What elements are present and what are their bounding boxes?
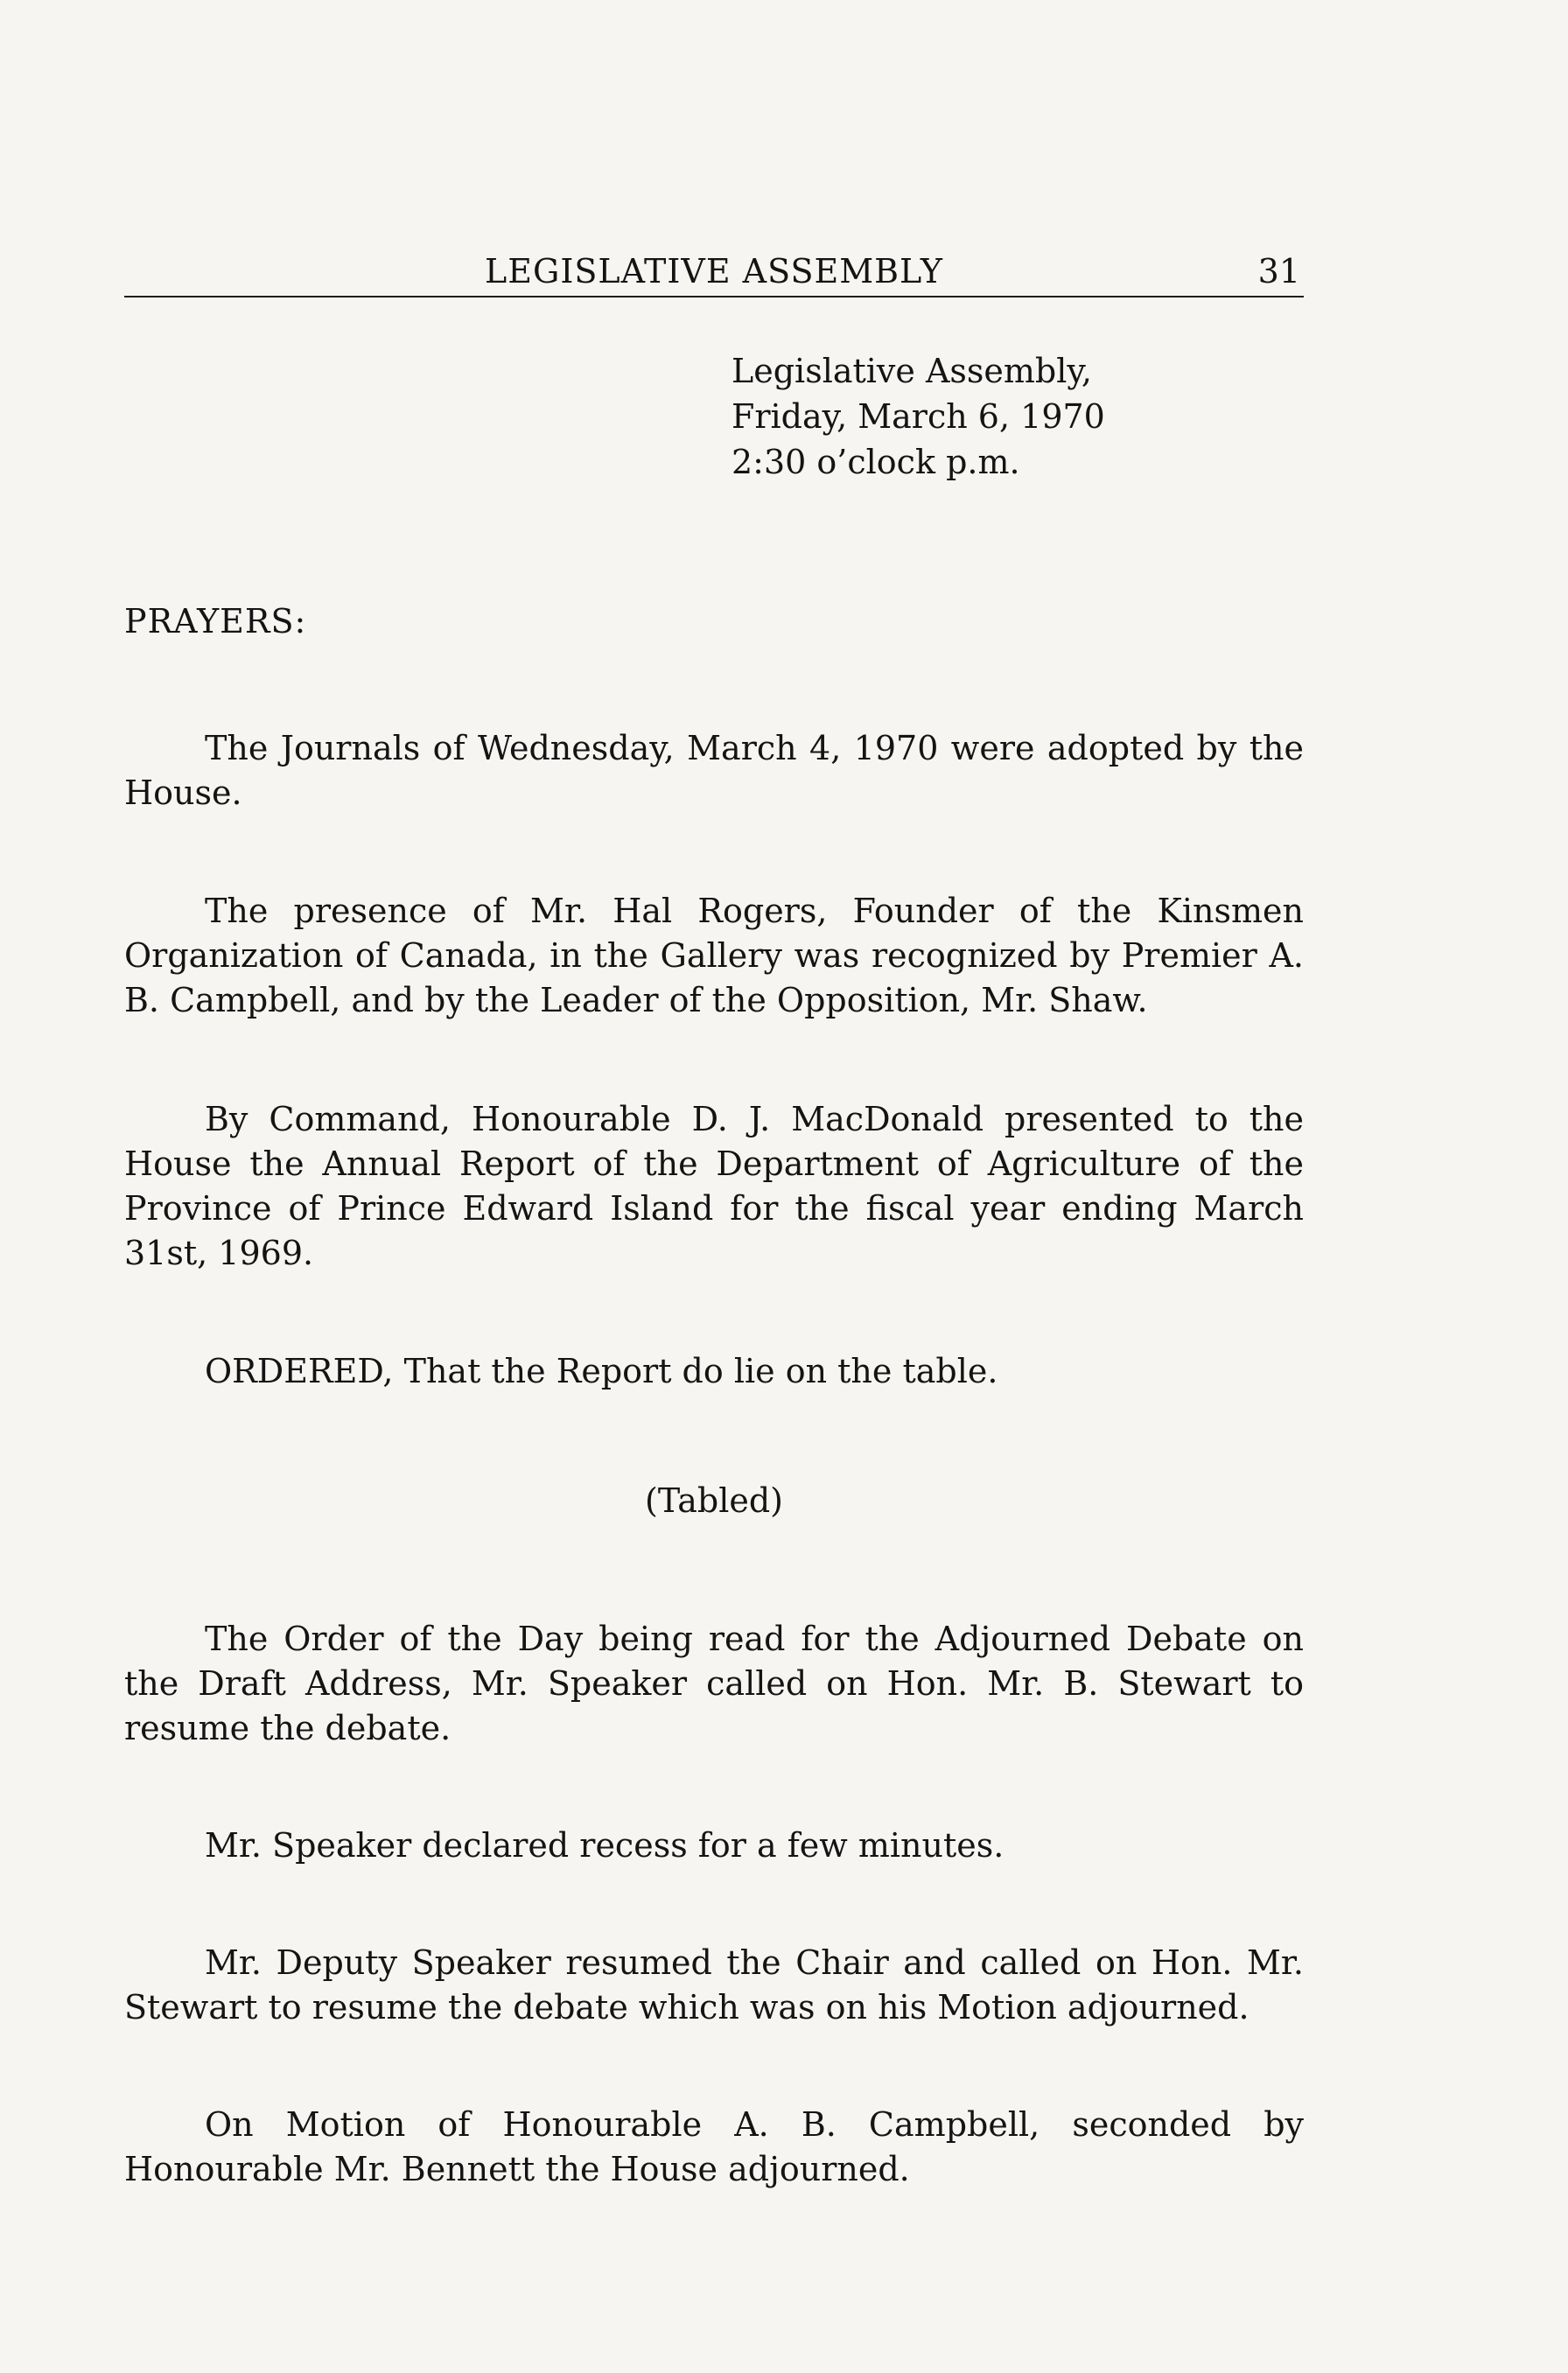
paragraph-recess: Mr. Speaker declared recess for a few minutes. — [205, 1826, 1004, 1865]
dateline-place: Legislative Assembly, — [732, 352, 1092, 390]
paragraph-presence: The presence of Mr. Hal Rogers, Founder of the Kinsmen Organization of Canada, in the Gallery was recognized by Premier A. B. Campbell, and by the Leader of the Opposition, Mr. Shaw. — [124, 892, 1304, 1019]
paragraph-ordered: ORDERED, That the Report do lie on the table. — [205, 1352, 998, 1390]
paragraph-deputy: Mr. Deputy Speaker resumed the Chair and called on Hon. Mr. Stewart to resume the debate which was on his Motion adjourned. — [124, 1943, 1304, 2026]
prayers-heading: PRAYERS: — [124, 602, 307, 640]
running-title: LEGISLATIVE ASSEMBLY — [485, 252, 943, 290]
paragraph-order-of-day: The Order of the Day being read for the Adjourned Debate on the Draft Address, Mr. Speaker called on Hon. Mr. B. Stewart to resume the debate. — [124, 1620, 1304, 1747]
dateline-date: Friday, March 6, 1970 — [732, 397, 1105, 436]
page-number: 31 — [1257, 252, 1300, 290]
dateline — [732, 348, 1105, 485]
dateline-time: 2:30 o’clock p.m. — [732, 443, 1020, 481]
paragraph-journals: The Journals of Wednesday, March 4, 1970 were adopted by the House. — [124, 729, 1304, 812]
page-header — [124, 247, 1304, 298]
paragraph-tabled: (Tabled) — [645, 1481, 783, 1520]
paragraph-command: By Command, Honourable D. J. MacDonald presented to the House the Annual Report of the Department of Agriculture of the Province of Prince Edward Island for the fiscal year ending March 31st, 1969. — [124, 1100, 1304, 1272]
paragraph-adjourn: On Motion of Honourable A. B. Campbell, seconded by Honourable Mr. Bennett the House adjourned. — [124, 2105, 1304, 2188]
